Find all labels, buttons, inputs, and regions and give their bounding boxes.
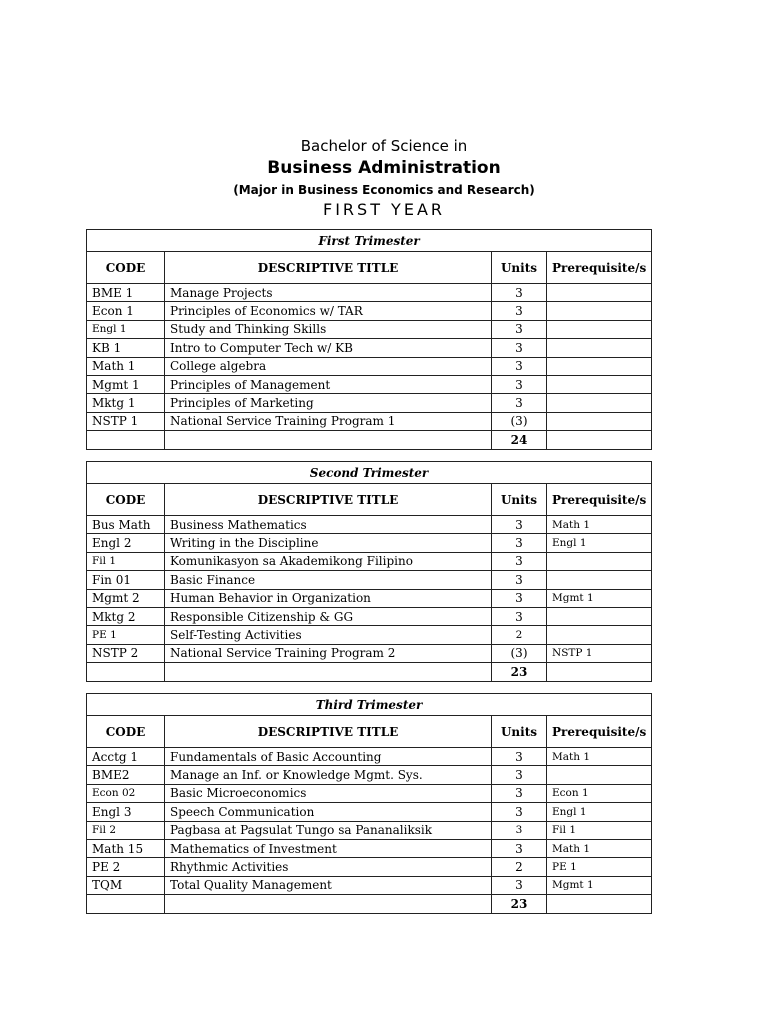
table-row — [87, 284, 652, 302]
course-code: Bus Math — [87, 516, 165, 534]
course-prereq: PE 1 — [547, 858, 652, 876]
col-units-header: Units — [492, 484, 547, 516]
course-title: Fundamentals of Basic Accounting — [165, 748, 492, 766]
course-title: Writing in the Discipline — [165, 534, 492, 552]
table-row — [87, 839, 652, 857]
total-units: 24 — [492, 431, 547, 449]
course-units: 3 — [492, 516, 547, 534]
table-row — [87, 876, 652, 894]
course-code: KB 1 — [87, 339, 165, 357]
course-prereq — [547, 607, 652, 625]
table-row — [87, 375, 652, 393]
col-prereq-header: Prerequisite/s — [547, 484, 652, 516]
course-units: 3 — [492, 876, 547, 894]
course-title: Manage an Inf. or Knowledge Mgmt. Sys. — [165, 766, 492, 784]
course-code: Econ 02 — [87, 784, 165, 802]
course-title: Human Behavior in Organization — [165, 589, 492, 607]
course-units: 3 — [492, 748, 547, 766]
table-row — [87, 302, 652, 320]
course-units: 3 — [492, 394, 547, 412]
course-title: Self-Testing Activities — [165, 626, 492, 644]
course-title: National Service Training Program 1 — [165, 412, 492, 430]
course-title: Business Mathematics — [165, 516, 492, 534]
course-units: 3 — [492, 552, 547, 570]
course-prereq — [547, 375, 652, 393]
course-prereq — [547, 320, 652, 338]
course-units: 3 — [492, 302, 547, 320]
page-header — [0, 135, 768, 220]
table-row — [87, 607, 652, 625]
course-prereq — [547, 394, 652, 412]
table-row — [87, 320, 652, 338]
course-units: (3) — [492, 412, 547, 430]
course-title: Manage Projects — [165, 284, 492, 302]
course-units: 3 — [492, 821, 547, 839]
col-units-header: Units — [492, 252, 547, 284]
col-title-header: DESCRIPTIVE TITLE — [165, 484, 492, 516]
course-title: Rhythmic Activities — [165, 858, 492, 876]
course-title: Basic Finance — [165, 571, 492, 589]
course-prereq: Math 1 — [547, 839, 652, 857]
course-title: Intro to Computer Tech w/ KB — [165, 339, 492, 357]
course-units: 3 — [492, 320, 547, 338]
course-code: Engl 2 — [87, 534, 165, 552]
course-title: National Service Training Program 2 — [165, 644, 492, 662]
course-title: Principles of Marketing — [165, 394, 492, 412]
table-row — [87, 784, 652, 802]
course-prereq: Math 1 — [547, 516, 652, 534]
course-units: 3 — [492, 284, 547, 302]
course-code: Mgmt 1 — [87, 375, 165, 393]
course-code: NSTP 1 — [87, 412, 165, 430]
course-title: Total Quality Management — [165, 876, 492, 894]
table-row — [87, 516, 652, 534]
course-code: Mktg 1 — [87, 394, 165, 412]
table-row — [87, 571, 652, 589]
course-code: Econ 1 — [87, 302, 165, 320]
table-row — [87, 858, 652, 876]
course-title: Principles of Management — [165, 375, 492, 393]
course-prereq: Econ 1 — [547, 784, 652, 802]
col-prereq-header: Prerequisite/s — [547, 716, 652, 748]
table-row — [87, 748, 652, 766]
course-code: Math 1 — [87, 357, 165, 375]
course-prereq: Mgmt 1 — [547, 876, 652, 894]
course-prereq — [547, 626, 652, 644]
course-code: PE 1 — [87, 626, 165, 644]
course-prereq — [547, 412, 652, 430]
col-code-header: CODE — [87, 484, 165, 516]
course-code: NSTP 2 — [87, 644, 165, 662]
course-code: TQM — [87, 876, 165, 894]
course-units: 3 — [492, 607, 547, 625]
course-title: Responsible Citizenship & GG — [165, 607, 492, 625]
course-title: Principles of Economics w/ TAR — [165, 302, 492, 320]
course-code: BME2 — [87, 766, 165, 784]
course-units: 3 — [492, 534, 547, 552]
total-units: 23 — [492, 895, 547, 913]
course-prereq — [547, 339, 652, 357]
col-title-header: DESCRIPTIVE TITLE — [165, 252, 492, 284]
course-title: Basic Microeconomics — [165, 784, 492, 802]
course-prereq — [547, 357, 652, 375]
course-units: 3 — [492, 571, 547, 589]
course-title: Speech Communication — [165, 803, 492, 821]
course-code: Fil 1 — [87, 552, 165, 570]
total-row — [87, 895, 652, 913]
degree-line: Bachelor of Science in — [300, 137, 468, 155]
term-caption: Third Trimester — [87, 694, 652, 716]
total-row — [87, 431, 652, 449]
table-row — [87, 589, 652, 607]
course-units: 2 — [492, 626, 547, 644]
course-title: Study and Thinking Skills — [165, 320, 492, 338]
table-row — [87, 626, 652, 644]
total-row — [87, 663, 652, 681]
course-prereq — [547, 571, 652, 589]
course-title: Komunikasyon sa Akademikong Filipino — [165, 552, 492, 570]
table-row — [87, 803, 652, 821]
course-units: 3 — [492, 589, 547, 607]
course-code: Mktg 2 — [87, 607, 165, 625]
term-caption: Second Trimester — [87, 462, 652, 484]
course-code: Math 15 — [87, 839, 165, 857]
first-trimester-table — [86, 229, 652, 450]
col-code-header: CODE — [87, 716, 165, 748]
course-prereq: Engl 1 — [547, 534, 652, 552]
course-prereq: Math 1 — [547, 748, 652, 766]
course-prereq — [547, 302, 652, 320]
course-units: 3 — [492, 339, 547, 357]
course-units: 3 — [492, 375, 547, 393]
col-prereq-header: Prerequisite/s — [547, 252, 652, 284]
course-units: 3 — [492, 784, 547, 802]
course-code: Engl 1 — [87, 320, 165, 338]
course-title: College algebra — [165, 357, 492, 375]
course-code: BME 1 — [87, 284, 165, 302]
course-prereq — [547, 552, 652, 570]
col-units-header: Units — [492, 716, 547, 748]
program-title: Business Administration — [267, 158, 501, 178]
course-prereq — [547, 284, 652, 302]
course-units: 3 — [492, 839, 547, 857]
course-units: 3 — [492, 803, 547, 821]
course-code: Fil 2 — [87, 821, 165, 839]
table-row — [87, 394, 652, 412]
year-heading: FIRST YEAR — [323, 200, 445, 219]
course-code: Engl 3 — [87, 803, 165, 821]
table-row — [87, 339, 652, 357]
third-trimester-table — [86, 693, 652, 914]
second-trimester-table — [86, 461, 652, 682]
term-caption: First Trimester — [87, 230, 652, 252]
course-prereq: Fil 1 — [547, 821, 652, 839]
course-code: Acctg 1 — [87, 748, 165, 766]
table-row — [87, 552, 652, 570]
course-prereq — [547, 766, 652, 784]
col-code-header: CODE — [87, 252, 165, 284]
table-row — [87, 357, 652, 375]
table-row — [87, 766, 652, 784]
course-prereq: NSTP 1 — [547, 644, 652, 662]
table-row — [87, 534, 652, 552]
course-units: 2 — [492, 858, 547, 876]
table-row — [87, 412, 652, 430]
course-units: (3) — [492, 644, 547, 662]
course-code: Fin 01 — [87, 571, 165, 589]
course-title: Mathematics of Investment — [165, 839, 492, 857]
table-row — [87, 821, 652, 839]
major-line: (Major in Business Economics and Research) — [233, 183, 535, 197]
total-units: 23 — [492, 663, 547, 681]
col-title-header: DESCRIPTIVE TITLE — [165, 716, 492, 748]
course-code: PE 2 — [87, 858, 165, 876]
course-title: Pagbasa at Pagsulat Tungo sa Pananaliksik — [165, 821, 492, 839]
table-row — [87, 644, 652, 662]
course-units: 3 — [492, 357, 547, 375]
course-units: 3 — [492, 766, 547, 784]
course-prereq: Mgmt 1 — [547, 589, 652, 607]
course-code: Mgmt 2 — [87, 589, 165, 607]
course-prereq: Engl 1 — [547, 803, 652, 821]
